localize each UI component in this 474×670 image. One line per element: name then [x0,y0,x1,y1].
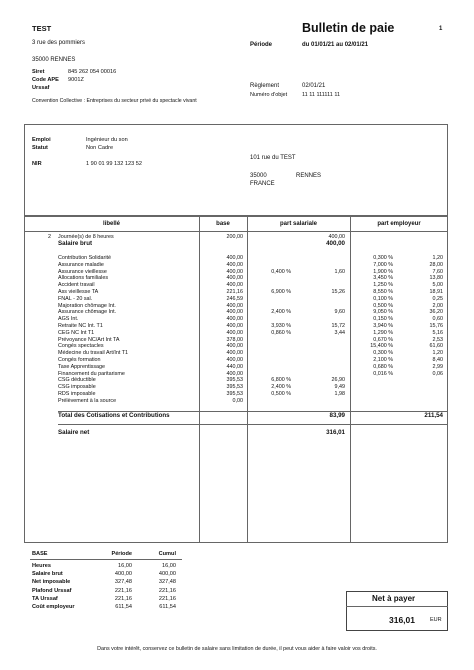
cumul-label: Plafond Urssaf [32,587,72,594]
contribution-base: 395,53 [226,377,243,384]
contribution-base: 400,00 [226,302,243,309]
cumul-total: 221,16 [158,587,176,594]
worked-days-label: Journée(s) de 8 heures [58,234,114,240]
contribution-employeur-amount: 36,20 [429,309,443,316]
header-libelle: libellé [102,221,120,227]
contribution-employeur-amount: 61,60 [429,343,443,350]
cumul-periode: 221,16 [114,587,132,594]
objet-label: Numéro d'objet [250,92,288,98]
contribution-salariale-amount: 15,72 [331,323,345,329]
net-a-payer-divider [346,606,448,607]
contribution-base: 440,00 [226,363,243,370]
cumuls-header-divider [30,559,182,560]
employer-id-value: 9001Z [68,77,84,83]
contribution-employeur-rate: 1,250 % [373,282,393,289]
employee-address-country: FRANCE [250,181,275,187]
contribution-employeur-amount: 1,20 [432,255,443,261]
cumul-label: Salaire brut [32,571,63,578]
contribution-base: 400,00 [226,323,243,329]
contribution-label: CEG NC Int T1 [58,329,95,336]
contribution-base: 395,53 [226,391,243,397]
header-part-employeur: part employeur [377,221,421,227]
contribution-base: 400,00 [226,275,243,282]
contribution-employeur-amount: 0,25 [432,295,443,302]
contribution-salariale-rate: 2,400 % [271,384,291,391]
contribution-employeur-rate: 9,050 % [373,309,393,316]
contribution-employeur-rate: 0,670 % [373,336,393,343]
contribution-employeur-rate: 3,940 % [373,323,393,329]
employee-field-label: Statut [32,145,48,151]
contribution-employeur-amount: 13,80 [429,275,443,282]
contribution-label: Taxe Apprentissage [58,363,106,370]
period-label: Période [250,42,273,48]
contribution-employeur-rate: 0,500 % [373,302,393,309]
total-label: Total des Cotisations et Contributions [58,412,170,419]
cumul-periode: 400,00 [114,571,132,578]
contribution-employeur-rate: 2,100 % [373,357,393,363]
net-a-payer-label: Net à payer [372,594,416,603]
contribution-label: Assurance vieillesse [58,268,107,275]
contribution-label: CSG déductible [58,377,96,384]
contribution-label: Allocations familiales [58,275,109,282]
contribution-label: Prélèvement à la source [58,397,117,404]
period-value: du 01/01/21 au 02/01/21 [302,42,369,48]
footer-notice: Dans votre intérêt, conservez ce bulletin de salaire sans limitation de durée, il peut vous aider à faire valoir vos droits. [97,646,377,652]
cumul-total: 400,00 [158,571,176,578]
total-salariale: 83,99 [329,412,345,419]
contribution-employeur-amount: 15,76 [429,323,443,329]
employee-field-value: 1 90 01 99 132 123 52 [86,161,142,167]
document-title: Bulletin de paie [302,21,395,35]
contribution-label: Congés spectacles [58,343,104,350]
contribution-label: Médecine du travail Art/Int T1 [58,350,129,357]
contribution-salariale-amount: 3,44 [334,329,345,336]
contribution-base: 378,00 [226,336,243,343]
contribution-label: AGS Int. [58,316,79,323]
contribution-base: 400,00 [226,268,243,275]
contribution-employeur-amount: 0,60 [432,316,443,323]
header-base: base [216,221,230,227]
cumul-label: Net imposable [32,579,71,586]
contribution-employeur-amount: 18,91 [429,289,443,295]
contribution-base: 0,00 [232,397,243,404]
contribution-label: Majoration chômage Int. [58,302,116,309]
contribution-label: Assurance maladie [58,261,104,268]
contribution-base: 400,00 [226,343,243,350]
cumuls-header-cumul: Cumul [158,551,176,557]
net-a-payer-currency: EUR [430,617,442,623]
contribution-employeur-amount: 2,99 [432,363,443,370]
contribution-salariale-amount: 1,98 [334,391,345,397]
contribution-employeur-rate: 1,290 % [373,329,393,336]
contribution-employeur-rate: 0,016 % [373,370,393,377]
contribution-salariale-rate: 6,900 % [271,289,291,295]
cumul-total: 16,00 [162,563,176,569]
contribution-base: 400,00 [226,350,243,357]
cumul-label: Coût employeur [32,604,75,610]
contribution-base: 400,00 [226,309,243,316]
contribution-label: Contribution Solidarité [58,255,112,261]
contribution-label: Prévoyance NC/Art Int TA [58,336,120,343]
contribution-salariale-rate: 3,930 % [271,323,291,329]
contribution-label: Retraite NC Int. T1 [58,323,103,329]
worked-days-base: 200,00 [226,234,243,240]
employee-field-value: Ingénieur du son [86,137,128,143]
contribution-salariale-amount: 9,49 [334,384,345,391]
contribution-base: 400,00 [226,282,243,289]
employer-id-value: 845 262 054 00016 [68,69,117,75]
contribution-employeur-rate: 0,150 % [373,316,393,323]
employer-id-label: Siret [32,69,45,75]
contribution-base: 221,16 [226,289,243,295]
contribution-salariale-rate: 6,800 % [271,377,291,384]
cumul-label: TA Urssaf [32,595,58,602]
contribution-employeur-amount: 2,00 [432,302,443,309]
contribution-salariale-rate: 0,860 % [271,329,291,336]
contribution-salariale-amount: 9,60 [334,309,345,316]
contribution-base: 400,00 [226,329,243,336]
contribution-employeur-amount: 2,53 [432,336,443,343]
net-divider [58,424,448,425]
contribution-employeur-rate: 0,300 % [373,350,393,357]
salaire-net-amount: 316,01 [326,429,345,436]
header-part-salariale: part salariale [279,221,318,227]
employee-address-city: RENNES [296,173,322,179]
cumuls-header-base: BASE [32,551,48,557]
contribution-label: Financement du paritarisme [58,370,125,377]
employee-field-label: Emploi [32,137,51,143]
employee-address-postcode: 35000 [250,173,267,179]
employee-field-value: Non Cadre [86,145,114,151]
contribution-base: 395,53 [226,384,243,391]
contribution-base: 400,00 [226,261,243,268]
contribution-employeur-amount: 8,40 [432,357,443,363]
employer-id-label: Code APE [32,77,59,83]
salaire-net-label: Salaire net [58,429,90,436]
contribution-employeur-rate: 0,680 % [373,363,393,370]
cumul-periode: 611,54 [115,604,132,610]
contribution-salariale-amount: 15,26 [331,289,345,295]
convention-collective: Convention Collective : Entreprises du secteur privé du spectacle vivant [32,98,197,104]
cumul-total: 221,16 [158,595,176,602]
contribution-employeur-amount: 1,20 [432,350,443,357]
cumul-label: Heures [32,563,51,569]
reglement-value: 02/01/21 [302,83,326,89]
cumul-total: 327,48 [158,579,176,586]
contribution-employeur-amount: 5,00 [432,282,443,289]
contribution-salariale-rate: 0,400 % [271,268,291,275]
contribution-salariale-amount: 1,60 [334,268,345,275]
contribution-label: FNAL - 20 sal. [58,295,93,302]
cumul-periode: 16,00 [118,563,132,569]
contribution-employeur-rate: 15,400 % [370,343,393,350]
contribution-base: 400,00 [226,316,243,323]
salaire-brut-amount: 400,00 [326,240,345,247]
contribution-salariale-amount: 26,90 [331,377,345,384]
cumuls-header-periode: Période [111,551,132,557]
employer-name: TEST [32,24,52,33]
contribution-employeur-rate: 7,000 % [373,261,393,268]
salaire-brut-label: Salaire brut [58,240,93,247]
contribution-employeur-amount: 7,60 [432,268,443,275]
contribution-base: 400,00 [226,357,243,363]
contribution-employeur-amount: 5,16 [432,329,443,336]
contribution-employeur-rate: 8,550 % [373,289,393,295]
worked-days-amount: 400,00 [328,234,345,240]
contribution-label: Ass vieillesse TA [58,289,99,295]
contribution-employeur-rate: 1,900 % [373,268,393,275]
page-number: 1 [439,26,443,32]
contribution-salariale-rate: 0,500 % [271,391,291,397]
cumul-periode: 327,48 [114,579,132,586]
employee-field-label: NIR [32,161,42,167]
net-a-payer-amount: 316,01 [389,615,415,625]
contribution-label: Assurance chômage Int. [58,309,117,316]
employer-id-label: Urssaf [32,85,50,91]
employer-address-line2: 35000 RENNES [32,57,76,63]
contribution-label: RDS imposable [58,391,96,397]
cumul-total: 611,54 [159,604,176,610]
contribution-employeur-rate: 0,100 % [373,295,393,302]
total-employeur: 211,54 [424,412,443,419]
contribution-label: CSG imposable [58,384,96,391]
worked-days-qty: 2 [48,234,51,240]
contribution-employeur-amount: 28,00 [429,261,443,268]
header-divider [24,231,448,232]
contribution-base: 246,59 [226,295,243,302]
contribution-employeur-rate: 0,300 % [373,255,393,261]
contribution-base: 400,00 [226,370,243,377]
cumul-periode: 221,16 [114,595,132,602]
reglement-label: Règlement [250,83,280,89]
contribution-salariale-rate: 2,400 % [271,309,291,316]
employee-address-street: 101 rue du TEST [250,155,296,161]
contribution-base: 400,00 [226,255,243,261]
contribution-label: Congés formation [58,357,101,363]
employer-address-line1: 3 rue des pommiers [32,40,86,46]
contribution-employeur-rate: 3,450 % [373,275,393,282]
contribution-employeur-amount: 0,06 [432,370,443,377]
contribution-label: Accident travail [58,282,95,289]
objet-value: 11 11 111111 11 [302,92,341,98]
